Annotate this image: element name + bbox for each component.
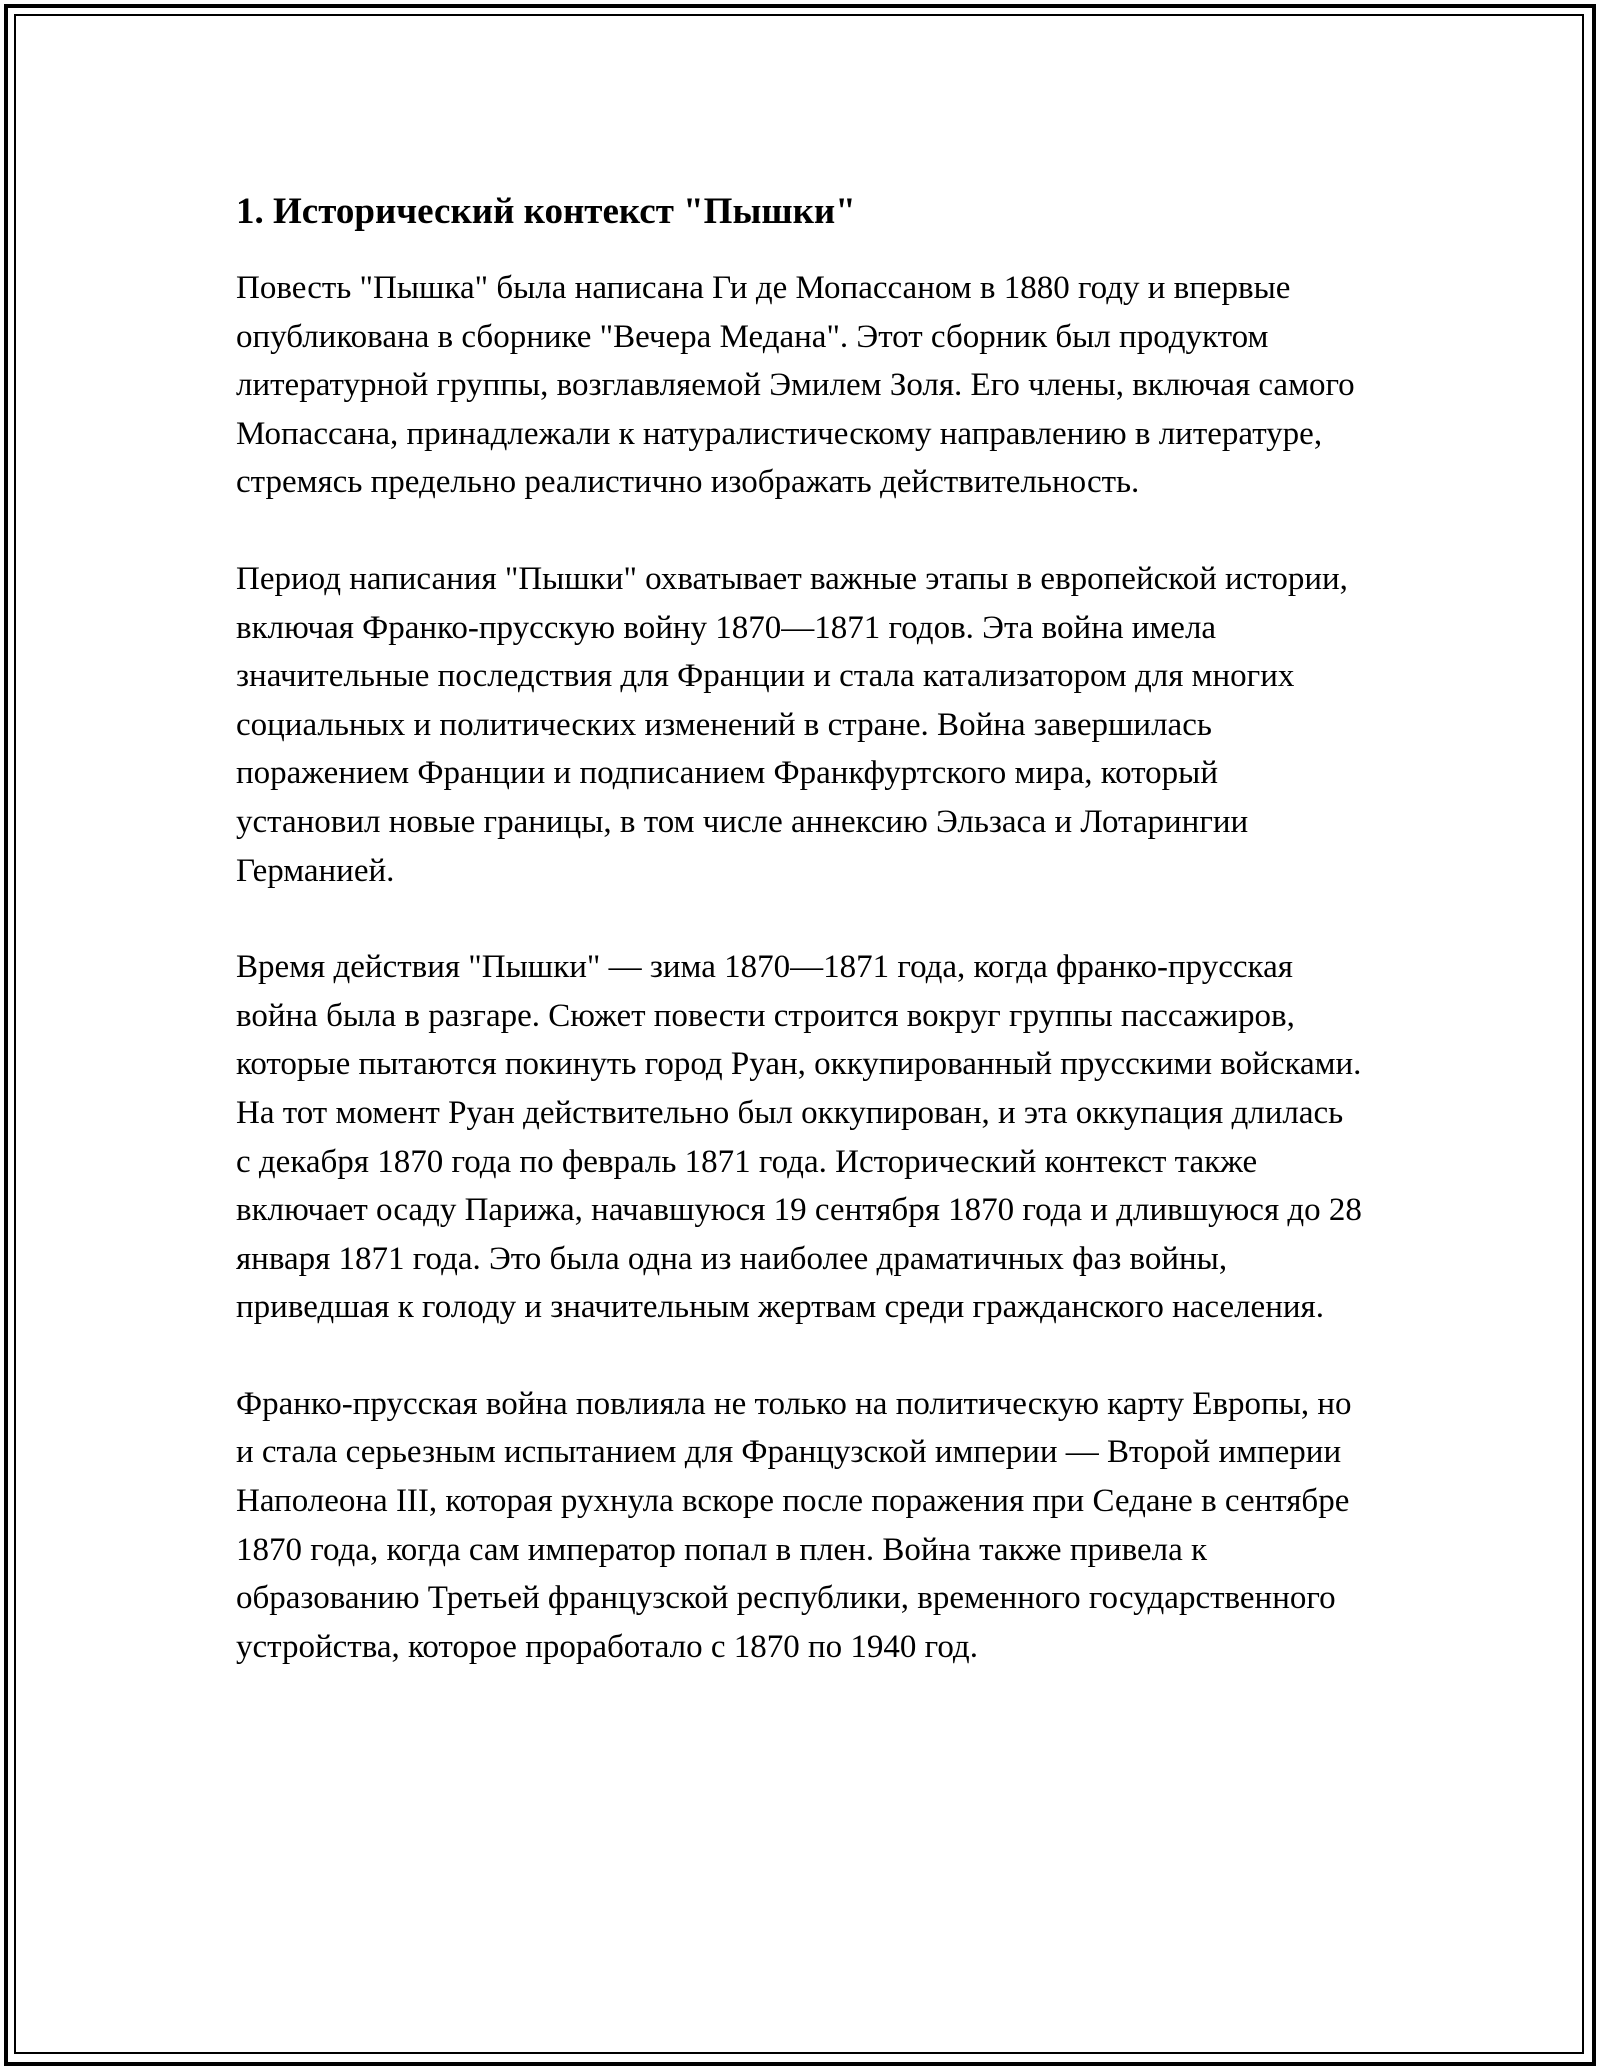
- paragraph-1: Повесть "Пышка" была написана Ги де Мопассаном в 1880 году и впервые опубликована в сборнике "Вечера Медана". Этот сборник был продуктом литературной группы, возглавляемой Эмилем Золя. Его члены, включая самого Мопассана, принадлежали к натуралистическому направлению в литературе, стремясь предельно реалистично изображать действительность.: [236, 270, 1355, 501]
- section-heading: 1. Исторический контекст "Пышки": [236, 191, 856, 232]
- document-body: [236, 186, 1366, 1719]
- paragraph-3: Время действия "Пышки" — зима 1870—1871 года, когда франко-прусская война была в разгаре. Сюжет повести строится вокруг группы пассажиров, которые пытаются покинуть город Руан, оккупированный прусскими войсками. На тот момент Руан действительно был оккупирован, и эта оккупация длилась с декабря 1870 года по февраль 1871 года. Исторический контекст также включает осаду Парижа, начавшуюся 19 сентября 1870 года и длившуюся до 28 января 1871 года. Это была одна из наиболее драматичных фаз войны, приведшая к голоду и значительным жертвам среди гражданского населения.: [236, 949, 1362, 1326]
- paragraph-2: Период написания "Пышки" охватывает важные этапы в европейской истории, включая Франко-прусскую войну 1870—1871 годов. Эта война имела значительные последствия для Франции и стала катализатором для многих социальных и политических изменений в стране. Война завершилась поражением Франции и подписанием Франкфуртского мира, который установил новые границы, в том числе аннексию Эльзаса и Лотарингии Германией.: [236, 560, 1348, 889]
- paragraph-4: Франко-прусская война повлияла не только на политическую карту Европы, но и стала серьезным испытанием для Французской империи — Второй империи Наполеона III, которая рухнула вскоре после поражения при Седане в сентябре 1870 года, когда сам император попал в плен. Война также привела к образованию Третьей французской республики, временного государственного устройства, которое проработало с 1870 по 1940 год.: [236, 1385, 1352, 1665]
